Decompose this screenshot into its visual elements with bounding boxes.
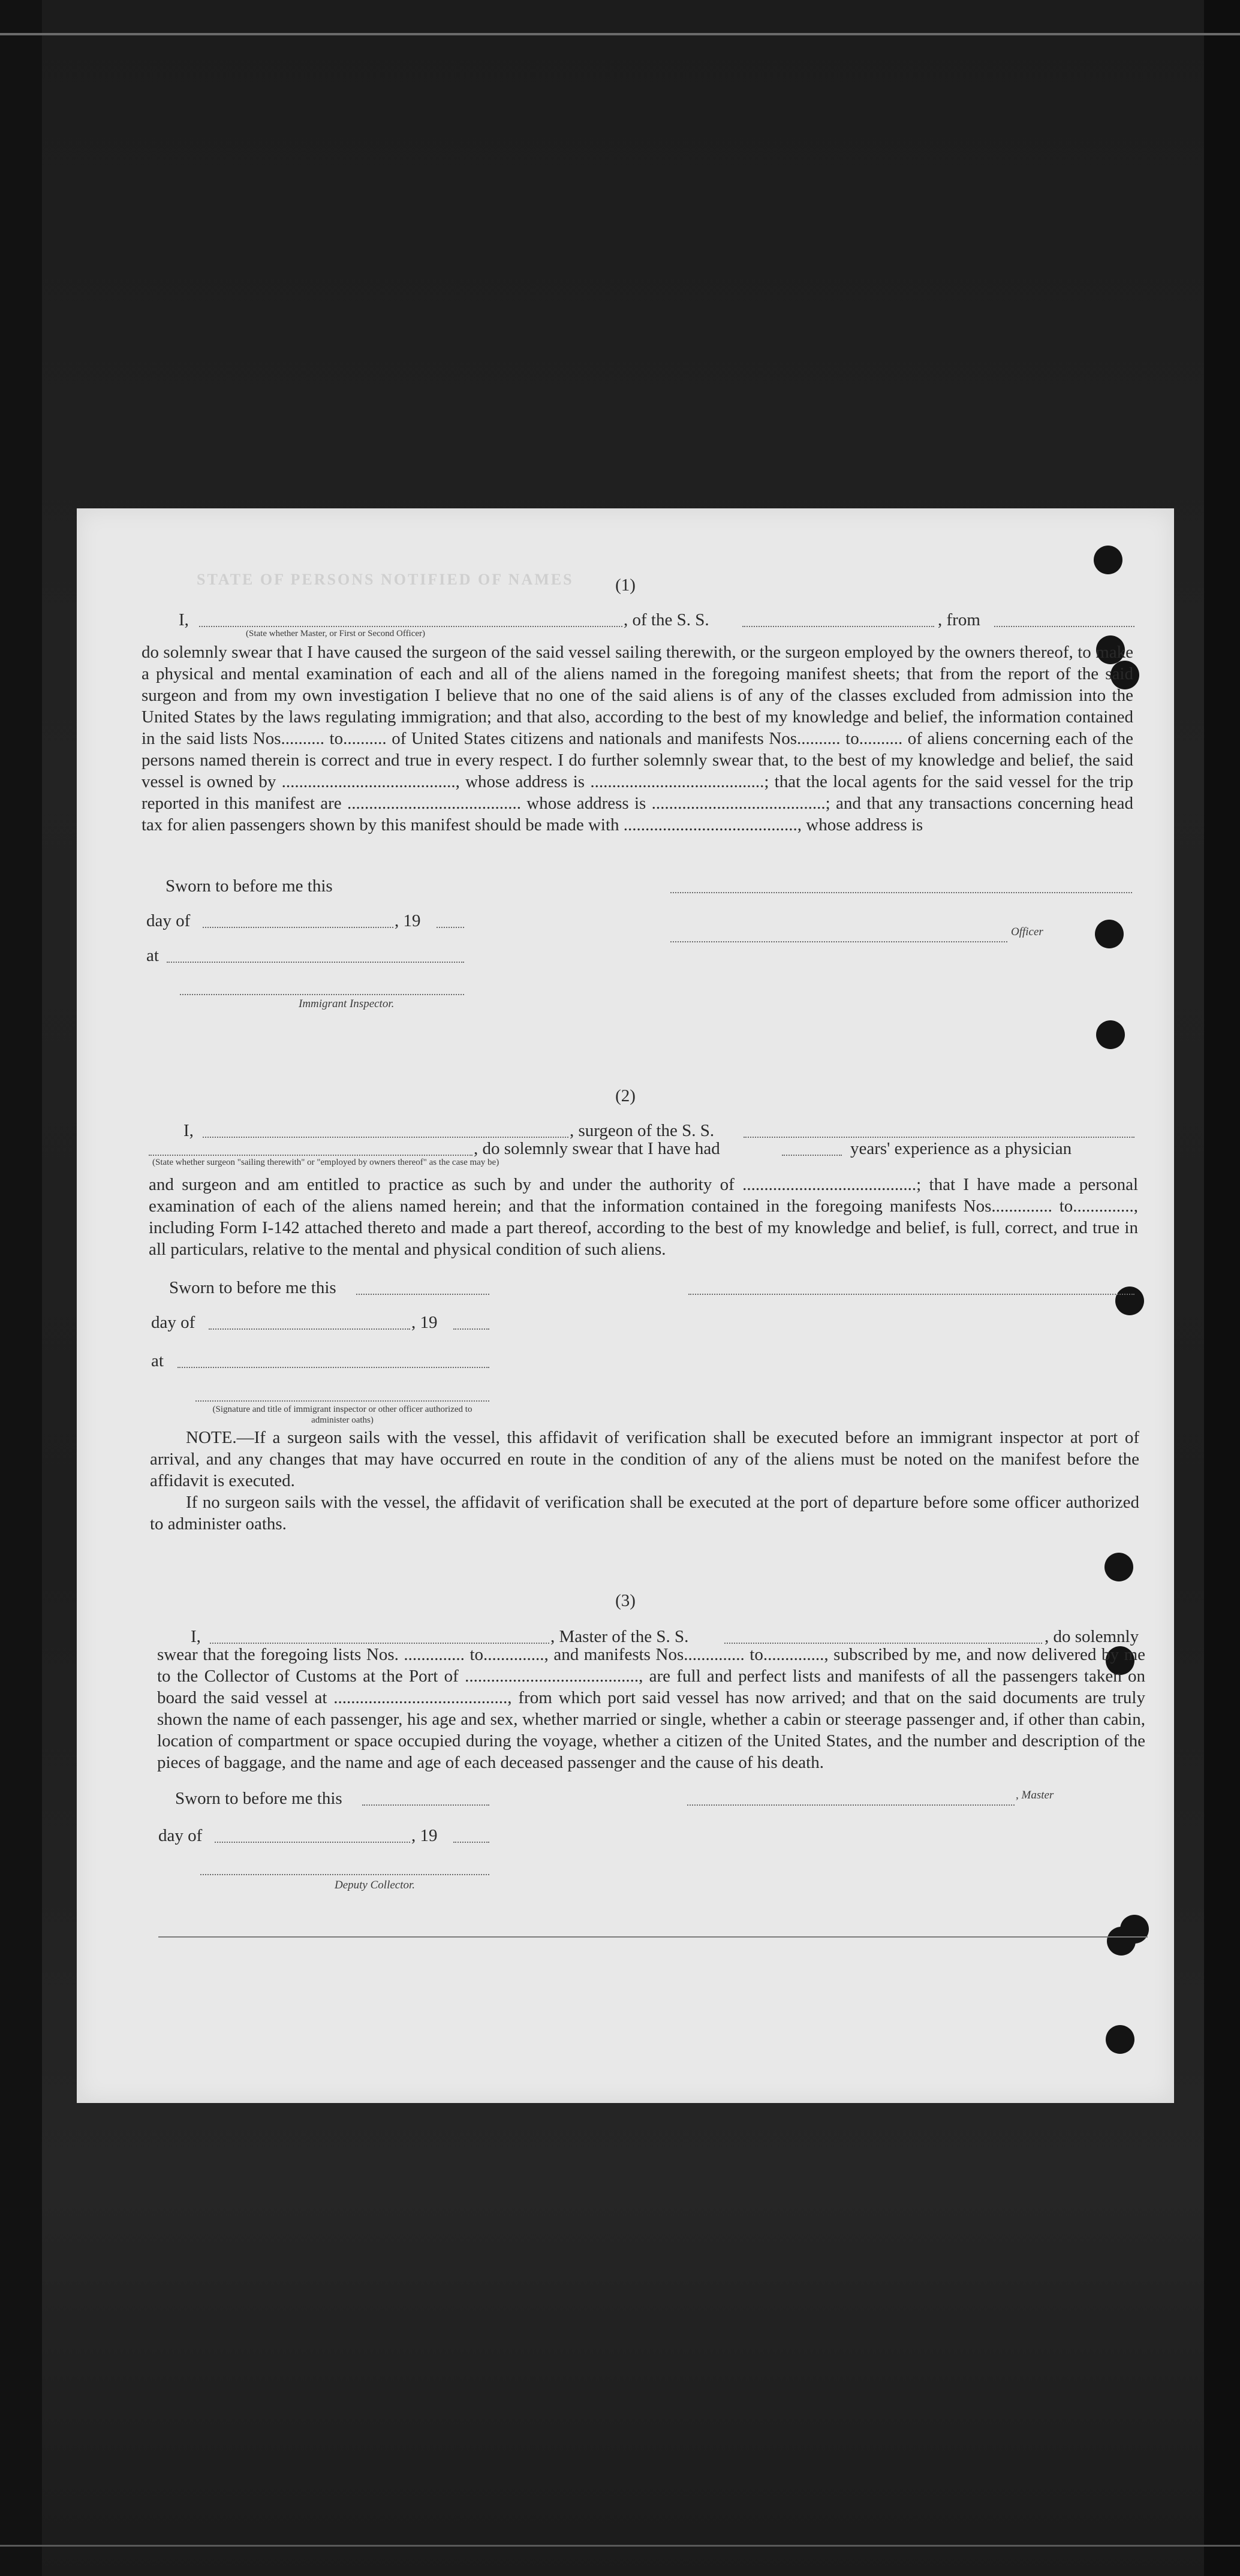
punch-hole xyxy=(1115,1287,1144,1315)
section-2-day-of: day of xyxy=(151,1313,195,1332)
surgeon-note: (State whether surgeon "sailing therewith" or "employed by owners thereof" as the case may be) xyxy=(152,1158,499,1167)
officer-title-blank[interactable] xyxy=(670,941,1007,942)
officer-signature-blank[interactable] xyxy=(670,892,1132,893)
bleed-through-heading: STATE OF PERSONS NOTIFIED OF NAMES xyxy=(197,571,574,588)
section-3-sworn: Sworn to before me this xyxy=(175,1789,342,1808)
section-1-year-blank[interactable] xyxy=(437,927,464,928)
punch-hole xyxy=(1106,2025,1134,2054)
film-edge-left xyxy=(0,0,42,2576)
section-1-number: (1) xyxy=(615,576,636,595)
section-2-at: at xyxy=(151,1351,164,1370)
section-1-date-blank[interactable] xyxy=(203,927,393,928)
section-2-i: I, xyxy=(183,1121,194,1140)
section-2-surgeon-of: , surgeon of the S. S. xyxy=(570,1121,715,1140)
section-2-date-blank[interactable] xyxy=(209,1328,410,1330)
section-1-year: , 19 xyxy=(395,911,421,930)
section-3-solemnly: , do solemnly xyxy=(1045,1627,1139,1646)
section-1-day-of: day of xyxy=(146,911,191,930)
section-2-sworn-blank[interactable] xyxy=(356,1294,489,1295)
section-1-sworn: Sworn to before me this xyxy=(165,876,333,896)
section-2-oath-body: and surgeon and am entitled to practice as such by and under the authority of ........................................; that I have made a personal examination of each of the aliens named herein; and that the information contained in the foregoing manifests Nos.............. to.............., including Form I-142 attached thereto and made a part thereof, according to the best of my knowledge and belief, is full, correct, and true in all particulars, relative to the mental and physical condition of such aliens. xyxy=(149,1175,1138,1259)
punch-hole xyxy=(1107,1927,1136,1956)
section-3-oath-body: swear that the foregoing lists Nos. .............. to.............., and manifests Nos.............. to.............., subscribed by me, and now delivered by me to the Collector of Customs at the Port of ........................................, are full and perfect lists and manifests of all the passengers taken on board the said vessel at ........................................, from which port said vessel has now arrived; and that on the said documents are truly shown the name of each passenger, his age and sex, whether married or single, whether a cabin or steerage passenger and, if other than cabin, location of compartment or space occupied during the voyage, whether a citizen of the United States, and the number and description of the pieces of baggage, and the name and age of each deceased passenger and the cause of his death. xyxy=(157,1645,1145,1772)
film-top-rule xyxy=(0,33,1240,35)
punch-hole xyxy=(1094,546,1122,574)
section-3-sworn-blank[interactable] xyxy=(362,1804,489,1806)
section-2-swear: , do solemnly swear that I have had xyxy=(474,1139,720,1158)
master-signature-blank[interactable] xyxy=(687,1804,1015,1806)
section-3-i: I, xyxy=(191,1627,201,1646)
film-edge-right xyxy=(1204,0,1240,2576)
inspector-signature-blank[interactable] xyxy=(180,994,464,995)
film-bottom-rule xyxy=(0,2545,1240,2547)
punch-hole xyxy=(1104,1553,1133,1581)
section-3-master-of: , Master of the S. S. xyxy=(550,1627,689,1646)
master-caption: , Master xyxy=(1016,1789,1054,1801)
section-2-year: , 19 xyxy=(411,1313,438,1332)
officer-name-blank[interactable] xyxy=(199,626,622,627)
manifest-back-sheet xyxy=(77,508,1174,2103)
vessel-name-blank[interactable] xyxy=(742,626,934,627)
section-2-number: (2) xyxy=(615,1086,636,1105)
section-3-year-blank[interactable] xyxy=(453,1842,489,1843)
section-2-inspector-signature-blank[interactable] xyxy=(195,1400,489,1402)
officer-note: (State whether Master, or First or Second Officer) xyxy=(246,629,426,638)
section-1-oath-body: do solemnly swear that I have caused the surgeon of the said vessel sailing therewith, or the surgeon employed by the owners thereof, to make a physical and mental examination of each and all of the aliens named in the foregoing manifest sheets; that from the report of the said surgeon and from my own investigation I believe that no one of the said aliens is of any of the classes excluded from admission into the United States by the laws regulating immigration; and that also, according to the best of my knowledge and belief, the information contained in the said lists Nos.......... to.......... of United States citizens and nationals and manifests Nos.......... to.......... of aliens concerning each of the persons named therein is correct and true in every respect. I do further solemnly swear that, to the best of my knowledge and belief, the said vessel is owned by ........................................, whose address is ........................................; that the local agents for the said vessel for the trip reported in this manifest are ........................................ whose address is ........................................; and that any transactions concerning head tax for alien passengers shown by this manifest should be made with ........................................, whose address is xyxy=(142,643,1133,834)
section-3-number: (3) xyxy=(615,1591,636,1610)
punch-hole xyxy=(1096,1020,1125,1049)
deputy-collector-caption: Deputy Collector. xyxy=(335,1879,416,1891)
section-1-place-blank[interactable] xyxy=(167,962,464,963)
section-2-year-blank[interactable] xyxy=(453,1328,489,1330)
deputy-collector-signature-blank[interactable] xyxy=(200,1874,489,1875)
section-1-of-ss: , of the S. S. xyxy=(624,610,709,629)
section-2-signature-caption: (Signature and title of immigrant inspector or other officer authorized to administer oaths) xyxy=(212,1405,472,1425)
section-3-year: , 19 xyxy=(411,1826,438,1845)
section-1-from: , from xyxy=(938,610,980,629)
section-2-years: years' experience as a physician xyxy=(850,1139,1072,1158)
departure-port-blank[interactable] xyxy=(994,626,1134,627)
surgeon-status-blank[interactable] xyxy=(149,1155,472,1156)
section-2-note-no-surgeon: If no surgeon sails with the vessel, the affidavit of verification shall be executed at the port of departure before some officer authorized to administer oaths. xyxy=(150,1493,1139,1533)
punch-hole xyxy=(1095,920,1124,948)
section-1-i: I, xyxy=(179,610,189,629)
officer-caption: Officer xyxy=(1011,926,1043,938)
section-2-sworn: Sworn to before me this xyxy=(169,1278,336,1297)
section-3-day-of: day of xyxy=(158,1826,203,1845)
bottom-divider xyxy=(158,1936,1148,1938)
years-experience-blank[interactable] xyxy=(782,1155,842,1156)
section-1-at: at xyxy=(146,946,159,965)
surgeon-signature-blank[interactable] xyxy=(688,1294,1134,1295)
section-3-date-blank[interactable] xyxy=(215,1842,410,1843)
section-2-note-surgeon-sails: NOTE.—If a surgeon sails with the vessel, this affidavit of verification shall be executed before an immigrant inspector at port of arrival, and any changes that may have occurred en route in the condition of any of the aliens must be noted on the manifest before the affidavit is executed. xyxy=(150,1428,1139,1490)
inspector-caption: Immigrant Inspector. xyxy=(299,998,395,1010)
section-2-place-blank[interactable] xyxy=(177,1367,489,1368)
